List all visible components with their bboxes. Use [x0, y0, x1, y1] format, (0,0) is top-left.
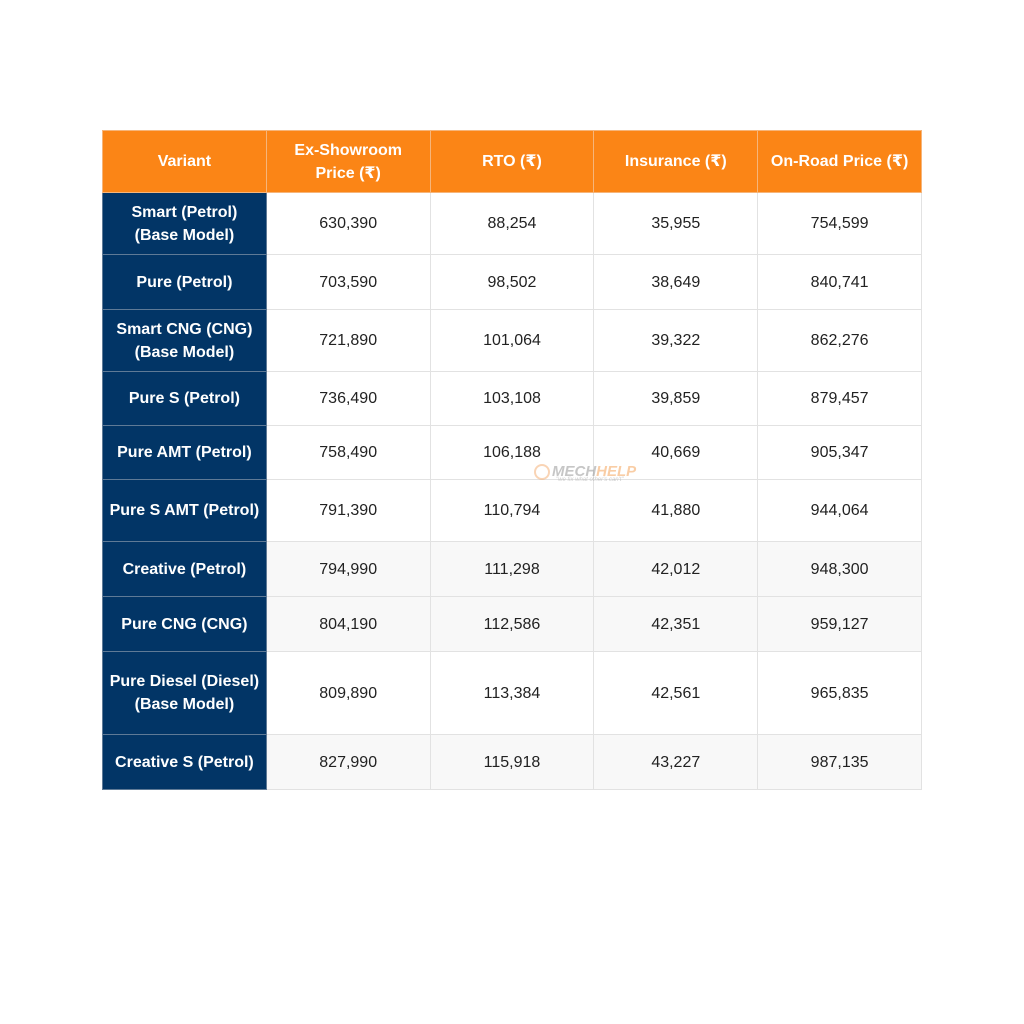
- cell-insurance: 42,012: [594, 542, 758, 597]
- cell-variant: Pure AMT (Petrol): [103, 426, 267, 480]
- watermark-tagline: "we fix what other's can't": [556, 477, 624, 484]
- cell-on-road: 987,135: [758, 735, 922, 790]
- cell-insurance: 42,561: [594, 652, 758, 735]
- cell-ex-showroom: 721,890: [266, 310, 430, 372]
- cell-rto: 111,298: [430, 542, 594, 597]
- cell-rto: 110,794: [430, 480, 594, 542]
- cell-on-road: 862,276: [758, 310, 922, 372]
- cell-variant: Pure S (Petrol): [103, 372, 267, 426]
- cell-ex-showroom: 791,390: [266, 480, 430, 542]
- cell-on-road: 948,300: [758, 542, 922, 597]
- header-insurance: Insurance (₹): [594, 131, 758, 193]
- header-row: [103, 131, 922, 193]
- cell-insurance: 35,955: [594, 193, 758, 255]
- cell-ex-showroom: 794,990: [266, 542, 430, 597]
- header-ex-showroom: Ex-Showroom Price (₹): [266, 131, 430, 193]
- cell-ex-showroom: 630,390: [266, 193, 430, 255]
- cell-on-road: 965,835: [758, 652, 922, 735]
- table-row: [103, 255, 922, 310]
- cell-on-road: 944,064: [758, 480, 922, 542]
- price-table: [102, 130, 922, 790]
- table-row: [103, 597, 922, 652]
- table-row: [103, 735, 922, 790]
- cell-ex-showroom: 827,990: [266, 735, 430, 790]
- cell-on-road: 879,457: [758, 372, 922, 426]
- watermark-name-accent: HELP: [596, 463, 637, 480]
- header-rto: RTO (₹): [430, 131, 594, 193]
- table-row: [103, 310, 922, 372]
- cell-rto: 101,064: [430, 310, 594, 372]
- cell-insurance: 41,880: [594, 480, 758, 542]
- cell-variant: Creative (Petrol): [103, 542, 267, 597]
- table-row: [103, 542, 922, 597]
- cell-ex-showroom: 703,590: [266, 255, 430, 310]
- table-row: [103, 372, 922, 426]
- cell-ex-showroom: 758,490: [266, 426, 430, 480]
- cell-variant: Smart CNG (CNG) (Base Model): [103, 310, 267, 372]
- cell-rto: 88,254: [430, 193, 594, 255]
- cell-rto: 98,502: [430, 255, 594, 310]
- cell-on-road: 840,741: [758, 255, 922, 310]
- cell-insurance: 42,351: [594, 597, 758, 652]
- cell-rto: 115,918: [430, 735, 594, 790]
- cell-ex-showroom: 736,490: [266, 372, 430, 426]
- cell-variant: Pure (Petrol): [103, 255, 267, 310]
- cell-rto: 106,188: [430, 426, 594, 480]
- cell-insurance: 40,669: [594, 426, 758, 480]
- cell-insurance: 39,322: [594, 310, 758, 372]
- table-row: [103, 480, 922, 542]
- cell-on-road: 905,347: [758, 426, 922, 480]
- cell-ex-showroom: 809,890: [266, 652, 430, 735]
- cell-variant: Pure S AMT (Petrol): [103, 480, 267, 542]
- table-row: [103, 426, 922, 480]
- cell-variant: Pure Diesel (Diesel) (Base Model): [103, 652, 267, 735]
- cell-insurance: 43,227: [594, 735, 758, 790]
- cell-ex-showroom: 804,190: [266, 597, 430, 652]
- cell-rto: 112,586: [430, 597, 594, 652]
- cell-rto: 113,384: [430, 652, 594, 735]
- header-variant: Variant: [103, 131, 267, 193]
- table-row: [103, 652, 922, 735]
- header-on-road: On-Road Price (₹): [758, 131, 922, 193]
- cell-on-road: 754,599: [758, 193, 922, 255]
- cell-on-road: 959,127: [758, 597, 922, 652]
- cell-insurance: 38,649: [594, 255, 758, 310]
- watermark-name: MECH: [552, 463, 597, 480]
- cell-variant: Smart (Petrol) (Base Model): [103, 193, 267, 255]
- cell-variant: Pure CNG (CNG): [103, 597, 267, 652]
- cell-rto: 103,108: [430, 372, 594, 426]
- cell-variant: Creative S (Petrol): [103, 735, 267, 790]
- cell-insurance: 39,859: [594, 372, 758, 426]
- table-row: [103, 193, 922, 255]
